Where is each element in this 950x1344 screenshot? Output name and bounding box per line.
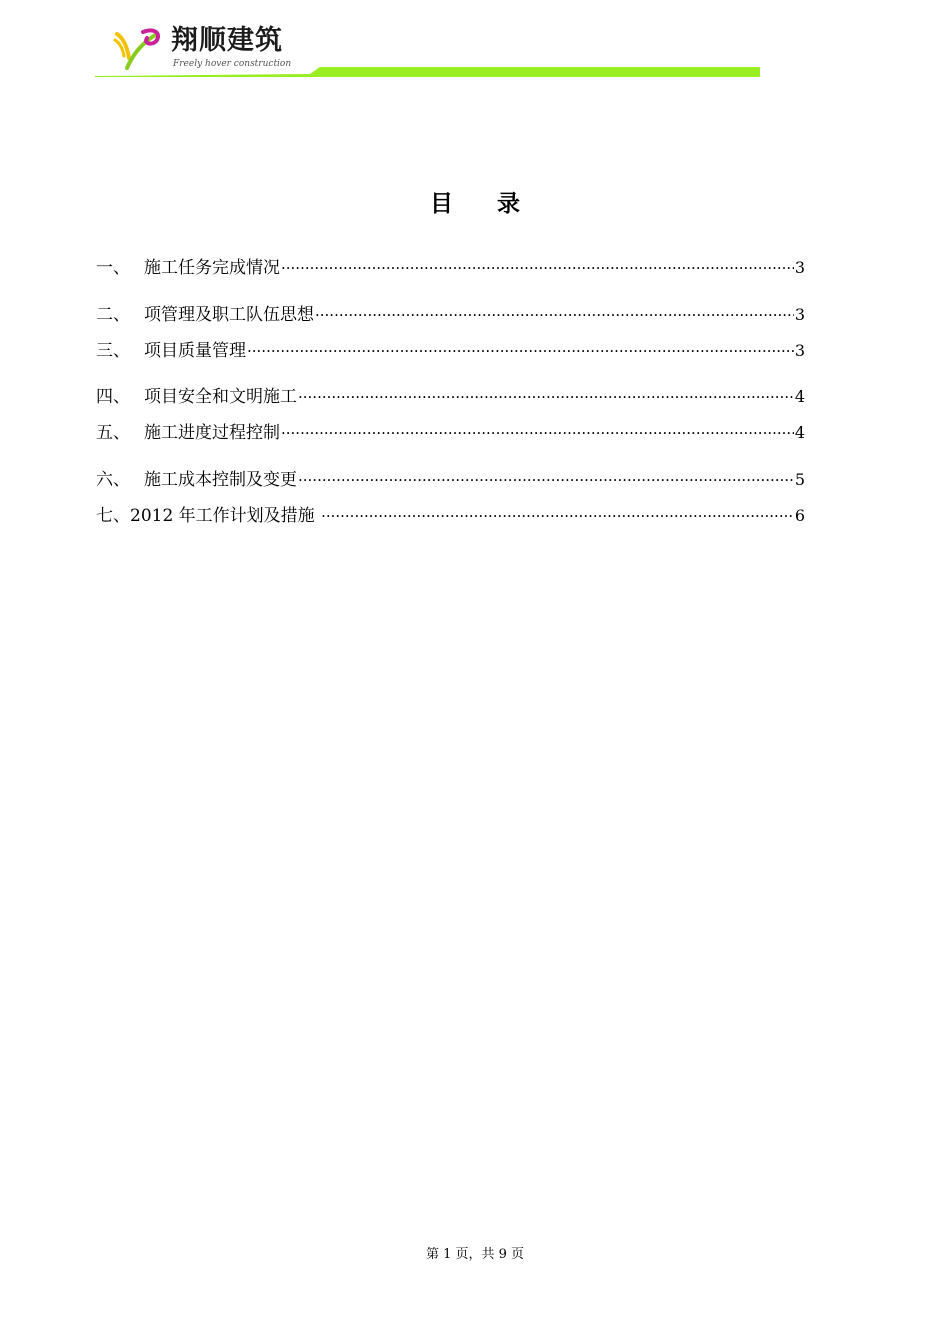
toc-dot-leader [298,468,794,492]
brand-tagline: Freely hover construction [173,59,292,69]
toc-entry-number: 三、 [96,341,130,361]
toc-dot-leader [315,303,794,327]
toc-entry-number: 一、 [96,258,130,278]
toc-entry-number: 七、 [96,506,130,526]
toc-entry-4[interactable] [96,385,805,409]
toc-entry-title: 施工进度过程控制 [144,423,280,443]
toc-entry-page: 6 [794,506,805,525]
toc-entry-3[interactable] [96,339,805,363]
toc-title [0,188,950,220]
header-rule [95,67,760,77]
toc-entry-number: 五、 [96,423,130,443]
toc-entry-page: 3 [794,258,805,277]
toc-entry-number: 四、 [96,387,130,407]
toc-entry-page: 4 [794,423,805,442]
toc-entry-page: 5 [794,470,805,489]
toc-title-right: 录 [497,191,520,217]
toc-dot-leader [247,339,794,363]
toc-entry-title: 项目质量管理 [144,341,246,361]
toc-entry-5[interactable] [96,421,805,445]
toc-entry-title: 项管理及职工队伍思想 [144,305,314,325]
brand-name: 翔顺建筑 [171,25,283,56]
page-footer: 第 1 页，共 9 页 [425,1247,525,1262]
toc-title-left: 目 [430,191,453,217]
toc-entry-title: 施工任务完成情况 [144,258,280,278]
toc-entry-6[interactable] [96,468,805,492]
toc-entry-title: 施工成本控制及变更 [144,470,297,490]
toc-dot-leader [298,385,794,409]
toc-entry-number: 六、 [96,470,130,490]
toc-entry-title: 项目安全和文明施工 [144,387,297,407]
toc-dot-leader [281,256,794,280]
toc-entry-page: 4 [794,387,805,406]
toc-entry-page: 3 [794,341,805,360]
toc-entry-1[interactable] [96,256,805,280]
toc-dot-leader [281,421,794,445]
document-header [95,18,760,80]
toc-entry-number: 二、 [96,305,130,325]
toc-entry-title: 2012 年工作计划及措施 [130,506,321,526]
toc-entry-7[interactable] [96,504,805,528]
toc-dot-leader [321,504,794,528]
toc-entry-2[interactable] [96,303,805,327]
toc-entry-page: 3 [794,305,805,324]
